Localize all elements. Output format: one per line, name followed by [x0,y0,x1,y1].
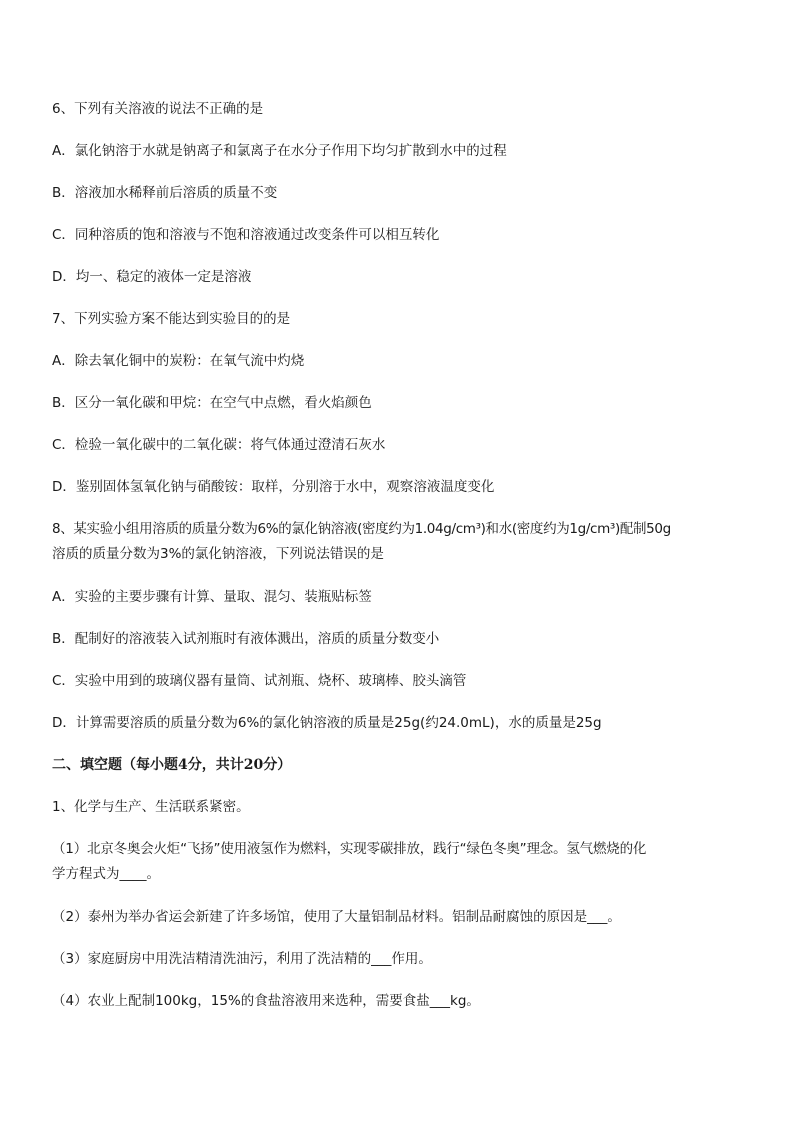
question-7-option-b: B．区分一氧化碳和甲烷：在空气中点燃，看火焰颜色 [52,395,372,411]
fill-1-part1-line1: （1）北京冬奥会火炬“飞扬”使用液氢作为燃料，实现零碳排放，践行“绿色冬奥”理念。氢气燃烧的化 [52,841,647,857]
question-6-stem: 6、下列有关溶液的说法不正确的是 [52,101,264,117]
fill-1-part4: （4）农业上配制100kg，15%的食盐溶液用来选种，需要食盐___kg。 [52,993,480,1009]
question-8-stem-line2: 溶质的质量分数为3%的氯化钠溶液，下列说法错误的是 [52,546,384,562]
question-7-option-d: D．鉴别固体氢氧化钠与硝酸铵：取样，分别溶于水中，观察溶液温度变化 [52,479,495,495]
question-6-option-c: C．同种溶质的饱和溶液与不饱和溶液通过改变条件可以相互转化 [52,227,440,243]
question-6-option-d: D．均一、稳定的液体一定是溶液 [52,269,252,285]
fill-1-stem: 1、化学与生产、生活联系紧密。 [52,799,250,815]
fill-1-part1-line2: 学方程式为____。 [52,866,160,882]
question-7-option-c: C．检验一氧化碳中的二氧化碳：将气体通过澄清石灰水 [52,437,386,453]
question-6-option-a: A．氯化钠溶于水就是钠离子和氯离子在水分子作用下均匀扩散到水中的过程 [52,143,507,159]
question-8-stem-line1: 8、某实验小组用溶质的质量分数为6%的氯化钠溶液(密度约为1.04g/cm³)和水(密度约为1g/cm³)配制50g [52,521,671,537]
question-7-option-a: A．除去氧化铜中的炭粉：在氧气流中灼烧 [52,353,305,369]
question-6-option-b: B．溶液加水稀释前后溶质的质量不变 [52,185,278,201]
question-7-stem: 7、下列实验方案不能达到实验目的的是 [52,311,291,327]
section-2-heading: 二、填空题（每小题4分，共计20分） [52,757,292,773]
question-8-option-d: D．计算需要溶质的质量分数为6%的氯化钠溶液的质量是25g(约24.0mL)，水的质量是25g [52,715,602,731]
question-8-option-c: C．实验中用到的玻璃仪器有量筒、试剂瓶、烧杯、玻璃棒、胶头滴管 [52,673,467,689]
question-8-option-a: A．实验的主要步骤有计算、量取、混匀、装瓶贴标签 [52,589,372,605]
question-8-option-b: B．配制好的溶液装入试剂瓶时有液体溅出，溶质的质量分数变小 [52,631,440,647]
fill-1-part3: （3）家庭厨房中用洗洁精清洗油污，利用了洗洁精的___作用。 [52,951,432,967]
fill-1-part2: （2）泰州为举办省运会新建了许多场馆，使用了大量铝制品材料。铝制品耐腐蚀的原因是___。 [52,909,621,925]
